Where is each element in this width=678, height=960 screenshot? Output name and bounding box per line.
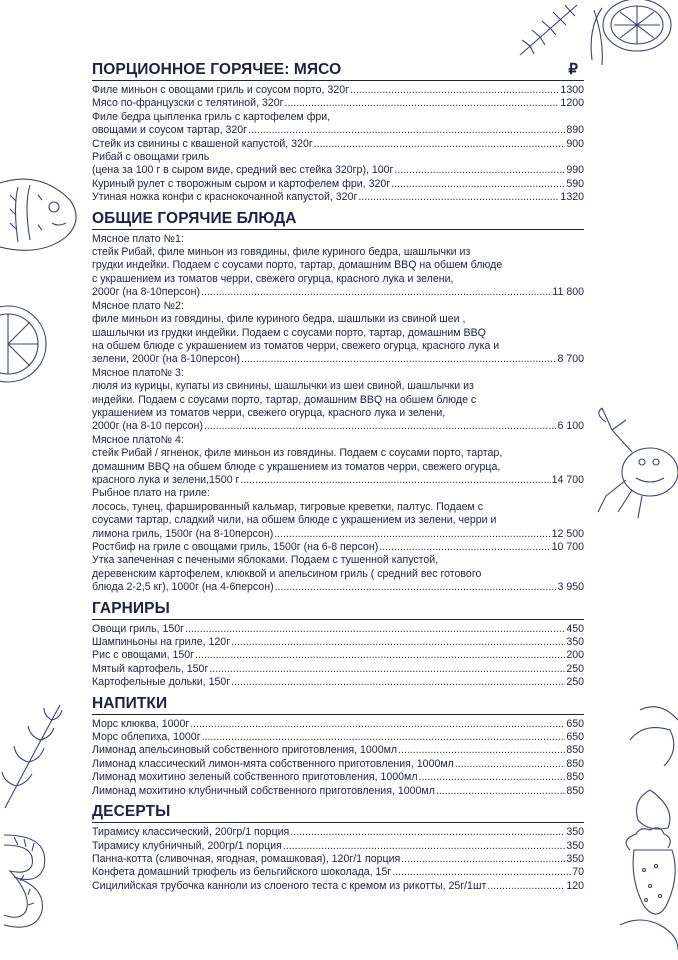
- menu-line: [92, 785, 584, 798]
- menu-line: стейк Рибай / ягненок, филе миньон из говядины. Подаем с соусами порто, тартар,: [92, 447, 503, 460]
- strawberry-icon: [600, 700, 678, 950]
- rosemary-icon: [515, 0, 585, 60]
- dot-leader: [248, 124, 565, 137]
- menu-line: с украшением из томатов черри, свежего огурца, красного лука и зелени,: [92, 272, 454, 285]
- menu-line: лосось, тунец, фаршированный кальмар, тигровые креветки, палтус. Подаем с: [92, 500, 484, 513]
- dish-price: 650: [566, 717, 584, 730]
- menu-section-4: [92, 718, 584, 798]
- section-title-text: ПОРЦИОННОЕ ГОРЯЧЕЕ: МЯСО: [92, 61, 342, 78]
- lemon-slice-icon: [0, 300, 50, 390]
- menu-section-5: [92, 826, 584, 893]
- dot-leader: [204, 420, 557, 433]
- section-title: [92, 802, 584, 823]
- dish-price: 850: [566, 784, 584, 797]
- currency-symbol: ₽: [568, 61, 578, 78]
- section-title-text: ДЕСЕРТЫ: [92, 803, 171, 821]
- dish-price: 850: [566, 771, 584, 784]
- menu-line: [92, 528, 584, 541]
- dish-price: 250: [566, 662, 584, 675]
- dish-name: Ростбиф на гриле с овощами гриль, 1500г (на 6-8 персон): [92, 541, 379, 553]
- dish-price: 11 800: [552, 286, 584, 299]
- menu-line: [92, 840, 584, 853]
- menu-line: Утка запеченная с печеными яблоками. Подаем с тушенной капустой,: [92, 554, 439, 567]
- dish-price: 990: [566, 164, 584, 177]
- section-title: [92, 60, 584, 81]
- dish-price: 350: [566, 852, 584, 865]
- dish-price: 590: [566, 177, 584, 190]
- dish-price: 850: [566, 744, 584, 757]
- dish-name: Мятый картофель, 150г: [92, 662, 209, 675]
- dot-leader: [202, 731, 566, 744]
- dot-leader: [379, 541, 550, 554]
- menu-line: [92, 676, 584, 689]
- dot-leader: [358, 191, 559, 204]
- dot-leader: [275, 581, 557, 594]
- menu-line: Мясное плато№ 3:: [92, 366, 184, 379]
- menu-line: Рыбное плато на гриле:: [92, 487, 210, 500]
- dish-price: 450: [566, 622, 584, 635]
- dish-name: 2000г (на 8-10персон): [92, 286, 200, 299]
- dot-leader: [350, 84, 559, 97]
- dish-name: Морс клюква, 1000г: [92, 717, 190, 730]
- crab-icon: [592, 400, 678, 520]
- dot-leader: [487, 880, 565, 893]
- menu-line: [92, 286, 584, 299]
- dot-leader: [231, 636, 565, 649]
- dish-name: Лимонад мохитино зеленый собственного приготовления, 1000мл: [92, 771, 418, 784]
- menu-line: [92, 623, 584, 636]
- dot-leader: [455, 758, 565, 771]
- dish-price: 350: [566, 826, 584, 839]
- dot-leader: [201, 286, 551, 299]
- section-title: [92, 599, 584, 620]
- menu-line: [92, 178, 584, 191]
- dish-name: Тирамису клубничный, 200гр/1 порция: [92, 839, 282, 852]
- dish-name: Лимонад апельсиновый собственного приготовления, 1000мл: [92, 744, 398, 757]
- dish-price: 10 700: [551, 541, 584, 553]
- dish-name: Лимонад мохитино клубничный собственного приготовления, 1000мл: [92, 784, 435, 797]
- dish-name: Морс облепиха, 1000г: [92, 731, 201, 744]
- dot-leader: [190, 718, 565, 731]
- menu-line: стейк Рибай, филе миньон из говядины, филе куриного бедра, шашлычки из: [92, 246, 471, 259]
- dish-name: лимона гриль, 1500г (на 8-10персон): [92, 527, 274, 540]
- dot-leader: [391, 178, 565, 191]
- dish-name: Панна-котта (сливочная, ягодная, ромашковая), 120г/1 порция: [92, 852, 401, 865]
- menu-line: Мясное плато №2:: [92, 299, 184, 312]
- dot-leader: [240, 474, 550, 487]
- dish-price: 6 100: [557, 420, 584, 433]
- dot-leader: [392, 866, 571, 879]
- menu-line: люля из курицы, купаты из свинины, шашлычки из шеи свиной, шашлычки из: [92, 380, 474, 393]
- dish-name: Картофельные дольки, 150г: [92, 676, 231, 689]
- dish-name: Овощи гриль, 150г: [92, 622, 185, 635]
- menu-line: [92, 124, 584, 137]
- dish-price: 12 500: [551, 527, 584, 540]
- menu-line: [92, 84, 584, 97]
- dot-leader: [314, 138, 566, 151]
- dish-name: зелени, 2000г (на 8-10персон): [92, 353, 241, 366]
- menu-line: [92, 636, 584, 649]
- dish-name: (цена за 100 г в сыром виде, средний вес стейка 320гр), 100г: [92, 164, 394, 177]
- menu-line: на обшем блюде с украшением из томатов черри, свежего огурца, красного лука и: [92, 339, 500, 352]
- dish-price: 250: [566, 676, 584, 689]
- dish-price: 890: [566, 124, 584, 137]
- menu-line: [92, 663, 584, 676]
- menu-line: [92, 771, 584, 784]
- dish-price: 1300: [560, 84, 584, 96]
- menu-line: индейки. Подаем с соусами порто, тартар, домашним BBQ на обшем блюде с: [92, 393, 477, 406]
- menu-line: Рибай с овощами гриль: [92, 151, 210, 164]
- dish-price: 1200: [560, 97, 584, 110]
- dot-leader: [241, 353, 556, 366]
- menu-line: [92, 138, 584, 151]
- dish-price: 200: [566, 649, 584, 662]
- menu-line: [92, 420, 584, 433]
- dot-leader: [231, 676, 565, 689]
- section-title-text: НАПИТКИ: [92, 694, 168, 712]
- dish-name: Лимонад классический лимон-мята собственного приготовления, 1000мл: [92, 757, 454, 770]
- menu-page: [92, 58, 584, 897]
- dish-name: Рис с овощами, 150г: [92, 649, 194, 662]
- menu-line: Мясное плато №1:: [92, 232, 184, 245]
- menu-line: [92, 880, 584, 893]
- dish-name: Куриный рулет с творожным сыром и картофелем фри, 320г: [92, 177, 391, 190]
- dot-leader: [290, 826, 565, 839]
- lemon-icon: [582, 0, 678, 70]
- dish-price: 850: [566, 757, 584, 770]
- menu-line: [92, 826, 584, 839]
- dot-leader: [436, 785, 565, 798]
- menu-line: [92, 866, 584, 879]
- dish-name: красного лука и зелени,1500 г: [92, 473, 240, 486]
- dish-name: Мясо по-французски с телятиной, 320г: [92, 97, 284, 110]
- dot-leader: [394, 164, 565, 177]
- menu-line: Филе бедра цыпленка гриль с картофелем фри,: [92, 110, 331, 123]
- dot-leader: [274, 528, 550, 541]
- dish-name: 2000г (на 8-10 персон): [92, 420, 203, 433]
- menu-line: [92, 718, 584, 731]
- dot-leader: [283, 840, 565, 853]
- dot-leader: [285, 97, 560, 110]
- menu-line: [92, 353, 584, 366]
- menu-line: Мясное плато№ 4:: [92, 433, 184, 446]
- dish-price: 900: [566, 137, 584, 150]
- dot-leader: [419, 771, 566, 784]
- shrimp-icon: [0, 815, 60, 935]
- dish-price: 70: [572, 866, 584, 879]
- menu-section-2: [92, 233, 584, 595]
- menu-line: деревенским картофелем, клюквой и апельсином гриль ( средний вес готового: [92, 567, 482, 580]
- menu-line: украшением из томатов черри, свежего огурца, красного лука и зелени,: [92, 406, 446, 419]
- dot-leader: [401, 853, 565, 866]
- section-title: [92, 694, 584, 715]
- dish-price: 14 700: [551, 473, 584, 486]
- menu-line: филе миньон из говядины, филе куриного бедра, шашлыки из свиной шеи ,: [92, 313, 466, 326]
- dish-price: 1320: [560, 191, 584, 204]
- dot-leader: [398, 744, 565, 757]
- menu-line: [92, 191, 584, 204]
- dish-name: Тирамису классический, 200гр/1 порция: [92, 826, 290, 839]
- fish-icon: [0, 165, 84, 260]
- dish-name: Утиная ножка конфи с краснокочанной капустой, 320г: [92, 191, 358, 204]
- dish-name: блюда 2-2,5 кг), 1000г (на 4-6персон): [92, 581, 274, 594]
- herb-icon: [0, 700, 70, 810]
- dish-name: Филе миньон с овощами гриль и соусом порто, 320г: [92, 84, 349, 96]
- dish-name: Шампиньоны на гриле, 120г: [92, 636, 231, 649]
- dish-price: 650: [566, 731, 584, 744]
- menu-line: [92, 731, 584, 744]
- dish-price: 8 700: [557, 353, 584, 366]
- menu-line: [92, 474, 584, 487]
- dish-price: 350: [566, 839, 584, 852]
- dish-name: Стейк из свинины с квашеной капустой, 320г: [92, 137, 313, 150]
- section-title-text: ГАРНИРЫ: [92, 599, 170, 617]
- dish-price: 120: [566, 879, 584, 892]
- menu-line: [92, 853, 584, 866]
- dot-leader: [209, 663, 565, 676]
- dish-price: 350: [566, 636, 584, 649]
- dish-name: овощами и соусом тартар, 320г: [92, 124, 248, 137]
- menu-line: [92, 164, 584, 177]
- section-title: [92, 209, 584, 230]
- dish-price: 3 950: [557, 581, 584, 594]
- menu-line: [92, 581, 584, 594]
- menu-line: [92, 744, 584, 757]
- menu-line: [92, 758, 584, 771]
- menu-line: [92, 649, 584, 662]
- section-title-text: ОБЩИЕ ГОРЯЧИЕ БЛЮДА: [92, 209, 297, 227]
- menu-line: [92, 541, 584, 554]
- dish-name: Конфета домашний трюфель из бельгийского шоколада, 15г: [92, 866, 392, 879]
- dish-name: Сицилийская трубочка канноли из слоеного теста с кремом из рикотты, 25г/1шт: [92, 879, 487, 892]
- menu-line: соусами тартар, сладкий чили, на обшем блюде с украшением из зелени, черри и: [92, 514, 497, 527]
- dot-leader: [185, 623, 565, 636]
- dot-leader: [195, 649, 565, 662]
- menu-line: грудки индейки. Подаем с соусами порто, тартар, домашним BBQ на обшем блюде: [92, 259, 503, 272]
- menu-line: шашлычки из грудки индейки. Подаем с соусами порто, тартар, домашним BBQ: [92, 326, 486, 339]
- menu-line: [92, 97, 584, 110]
- menu-section-1: [92, 84, 584, 205]
- menu-section-3: [92, 623, 584, 690]
- menu-line: домашним BBQ на обшем блюде с украшением из томатов черри, свежего огурца,: [92, 460, 501, 473]
